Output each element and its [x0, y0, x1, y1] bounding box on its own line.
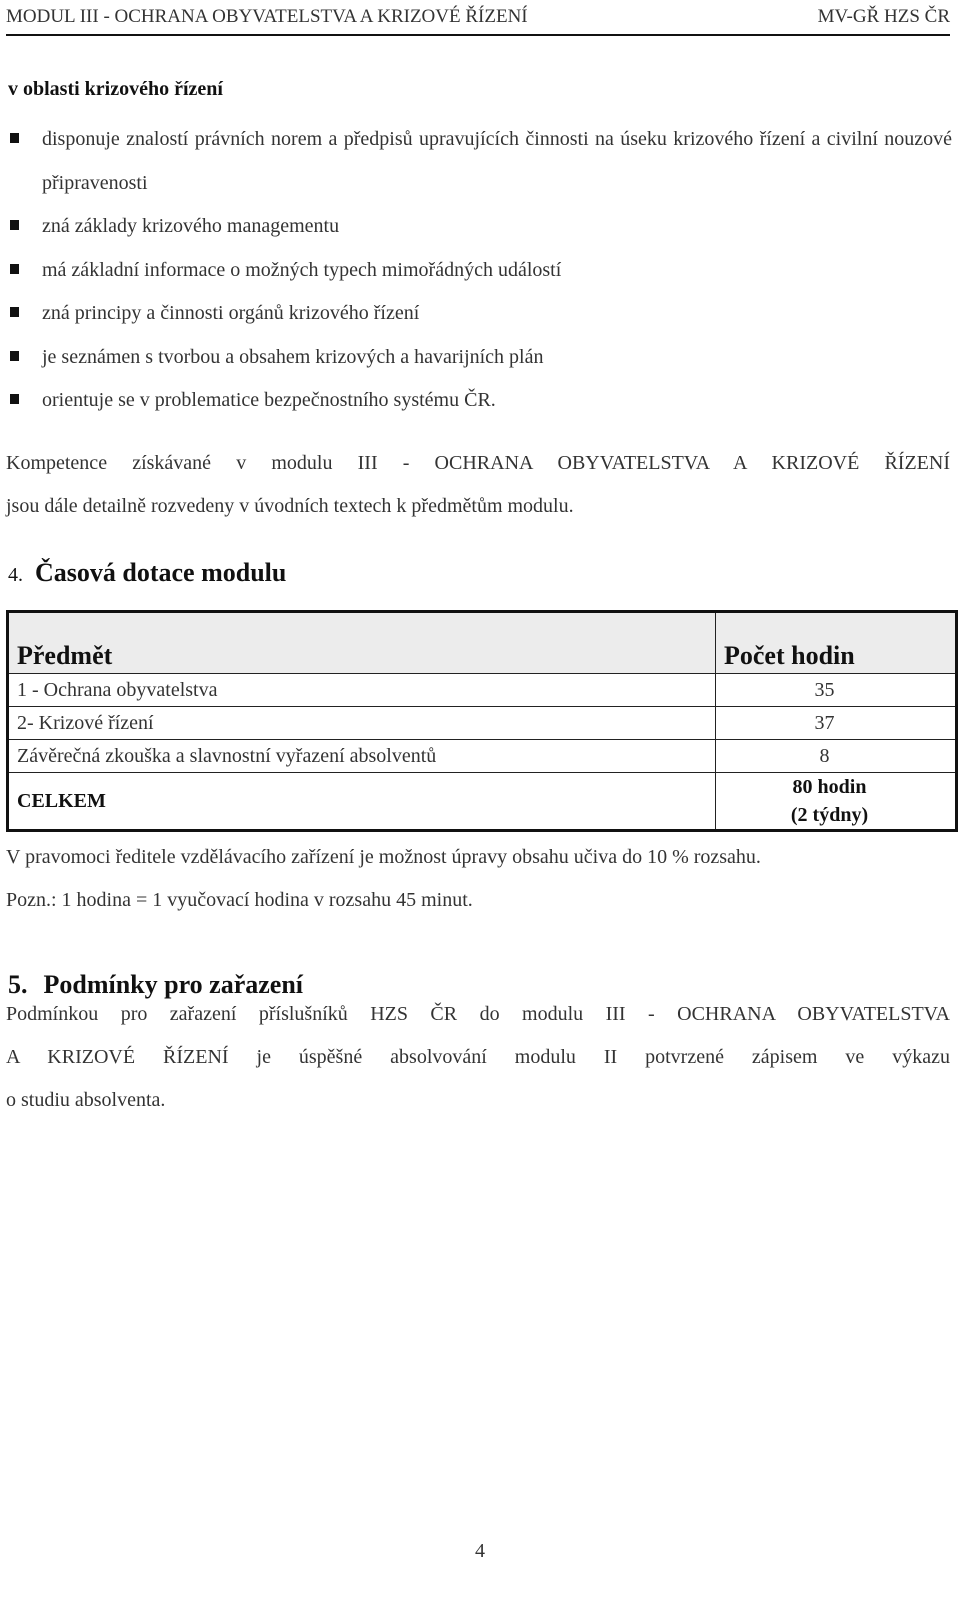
- subject-cell: Závěrečná zkouška a slavnostní vyřazení absolventů: [8, 740, 716, 773]
- list-item: [8, 336, 952, 380]
- competence-paragraph-line: Kompetence získávané v modulu III - OCHRANA OBYVATELSTVA A KRIZOVÉ ŘÍZENÍ: [6, 452, 950, 474]
- page-header: [6, 4, 950, 36]
- list-item-text: je seznámen s tvorbou a obsahem krizových a havarijních plán: [42, 345, 544, 368]
- competence-paragraph: [6, 442, 950, 528]
- square-bullet-icon: [10, 307, 19, 317]
- table-row: [8, 674, 957, 707]
- total-hours: 80 hodin: [792, 776, 867, 798]
- section-title: Podmínky pro zařazení: [43, 970, 304, 999]
- admission-conditions-paragraph: [6, 993, 950, 1122]
- hours-table: [6, 610, 958, 832]
- paragraph-line: A KRIZOVÉ ŘÍZENÍ je úspěšné absolvování modulu II potvrzené zápisem ve výkazu: [6, 1046, 950, 1068]
- list-item-text: má základní informace o možných typech mimořádných událostí: [42, 258, 562, 281]
- paragraph-line: o studiu absolventa.: [6, 1089, 166, 1111]
- list-item: [8, 249, 952, 293]
- section-title: Časová dotace modulu: [35, 558, 287, 587]
- subject-cell: 1 - Ochrana obyvatelstva: [8, 674, 716, 707]
- table-total-row: [8, 773, 957, 831]
- table-row: [8, 740, 957, 773]
- list-item: [8, 118, 952, 205]
- list-item: [8, 379, 952, 423]
- list-item-text: zná principy a činnosti orgánů krizového řízení: [42, 302, 420, 324]
- note-director-authority: V pravomoci ředitele vzdělávacího zařízení je možnost úpravy obsahu učiva do 10 % rozsahu.: [6, 846, 761, 868]
- page-number: 4: [475, 1540, 485, 1562]
- table-header-row: [8, 612, 957, 674]
- total-weeks: (2 týdny): [790, 804, 869, 826]
- section-number: 5.: [8, 970, 28, 999]
- subject-cell: 2- Krizové řízení: [8, 707, 716, 740]
- square-bullet-icon: [10, 264, 19, 274]
- total-label-cell: CELKEM: [8, 773, 716, 831]
- crisis-management-heading: v oblasti krizového řízení: [8, 78, 223, 100]
- header-organization: MV-GŘ HZS ČR: [817, 6, 950, 27]
- square-bullet-icon: [10, 133, 19, 143]
- header-module-title: MODUL III - OCHRANA OBYVATELSTVA A KRIZOVÉ ŘÍZENÍ: [6, 6, 528, 27]
- hours-cell: 35: [716, 674, 957, 707]
- square-bullet-icon: [10, 220, 19, 230]
- table-row: [8, 707, 957, 740]
- note-hour-definition: Pozn.: 1 hodina = 1 vyučovací hodina v rozsahu 45 minut.: [6, 889, 473, 911]
- column-header-subject: Předmět: [8, 612, 716, 674]
- square-bullet-icon: [10, 394, 19, 404]
- total-hours-cell: [716, 773, 957, 831]
- paragraph-line: Podmínkou pro zařazení příslušníků HZS ČR do modulu III - OCHRANA OBYVATELSTVA: [6, 1003, 950, 1025]
- hours-cell: 37: [716, 707, 957, 740]
- square-bullet-icon: [10, 351, 19, 361]
- list-item-text: orientuje se v problematice bezpečnostního systému ČR.: [42, 389, 496, 411]
- competence-paragraph-line: jsou dále detailně rozvedeny v úvodních textech k předmětům modulu.: [6, 495, 574, 517]
- section-number: 4.: [8, 564, 23, 586]
- column-header-hours: Počet hodin: [716, 612, 957, 674]
- list-item-text: disponuje znalostí právních norem a předpisů upravujících činnosti na úseku krizového řízení a civilní nouzové připravenosti: [42, 128, 952, 194]
- list-item: [8, 292, 952, 336]
- competence-list: [8, 118, 952, 423]
- list-item: [8, 205, 952, 249]
- hours-cell: 8: [716, 740, 957, 773]
- list-item-text: zná základy krizového managementu: [42, 215, 340, 237]
- section-heading-time-allocation: [8, 558, 286, 588]
